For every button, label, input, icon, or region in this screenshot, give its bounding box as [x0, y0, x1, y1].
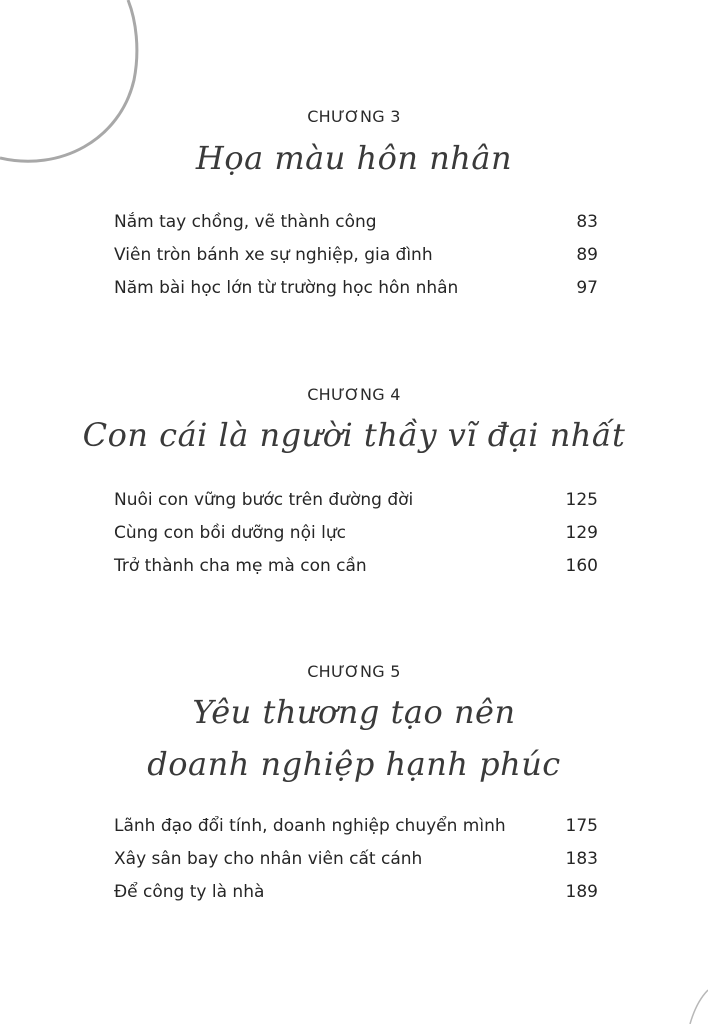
toc-entry-page: 183 — [565, 849, 598, 869]
toc-entry[interactable] — [114, 490, 598, 523]
toc-entry-title: Cùng con bồi dưỡng nội lực — [114, 523, 346, 543]
toc-entry-page: 125 — [565, 490, 598, 510]
toc-entry-title: Để công ty là nhà — [114, 882, 265, 902]
chapter-5-title-line-2: doanh nghiệp hạnh phúc — [147, 745, 561, 783]
toc-entry-title: Năm bài học lớn từ trường học hôn nhân — [114, 278, 459, 298]
toc-entry[interactable] — [114, 212, 598, 245]
toc-entry-title: Nuôi con vững bước trên đường đời — [114, 490, 414, 510]
toc-entry-page: 189 — [565, 882, 598, 902]
toc-entry[interactable] — [114, 523, 598, 556]
toc-entry[interactable] — [114, 245, 598, 278]
toc-entry-title: Xây sân bay cho nhân viên cất cánh — [114, 849, 423, 869]
chapter-4-toc-list — [114, 490, 598, 589]
chapter-4-label: CHƯƠNG 4 — [307, 385, 401, 404]
toc-entry-title: Viên tròn bánh xe sự nghiệp, gia đình — [114, 245, 433, 265]
toc-entry-title: Lãnh đạo đổi tính, doanh nghiệp chuyển mình — [114, 816, 506, 836]
chapter-3-label: CHƯƠNG 3 — [307, 107, 401, 126]
chapter-5-toc-list — [114, 816, 598, 915]
chapter-4-title — [0, 409, 708, 461]
toc-entry-page: 129 — [565, 523, 598, 543]
toc-entry-title: Trở thành cha mẹ mà con cần — [114, 556, 367, 576]
chapter-3-title — [0, 132, 708, 184]
chapter-5-title — [0, 686, 708, 790]
toc-entry-page: 89 — [576, 245, 598, 265]
toc-entry-page: 83 — [576, 212, 598, 232]
toc-entry-title: Nắm tay chồng, vẽ thành công — [114, 212, 377, 232]
chapter-5-title-line-1: Yêu thương tạo nên — [192, 693, 516, 731]
toc-entry-page: 175 — [565, 816, 598, 836]
chapter-4-title-line: Con cái là người thầy vĩ đại nhất — [82, 416, 626, 454]
toc-entry-page: 160 — [565, 556, 598, 576]
chapter-3-title-line: Họa màu hôn nhân — [195, 139, 513, 177]
bottom-right-arc — [690, 990, 708, 1024]
toc-entry[interactable] — [114, 816, 598, 849]
toc-entry[interactable] — [114, 278, 598, 311]
chapter-5-label: CHƯƠNG 5 — [307, 662, 401, 681]
toc-entry[interactable] — [114, 849, 598, 882]
toc-entry[interactable] — [114, 556, 598, 589]
toc-entry[interactable] — [114, 882, 598, 915]
toc-entry-page: 97 — [576, 278, 598, 298]
chapter-3-toc-list — [114, 212, 598, 311]
